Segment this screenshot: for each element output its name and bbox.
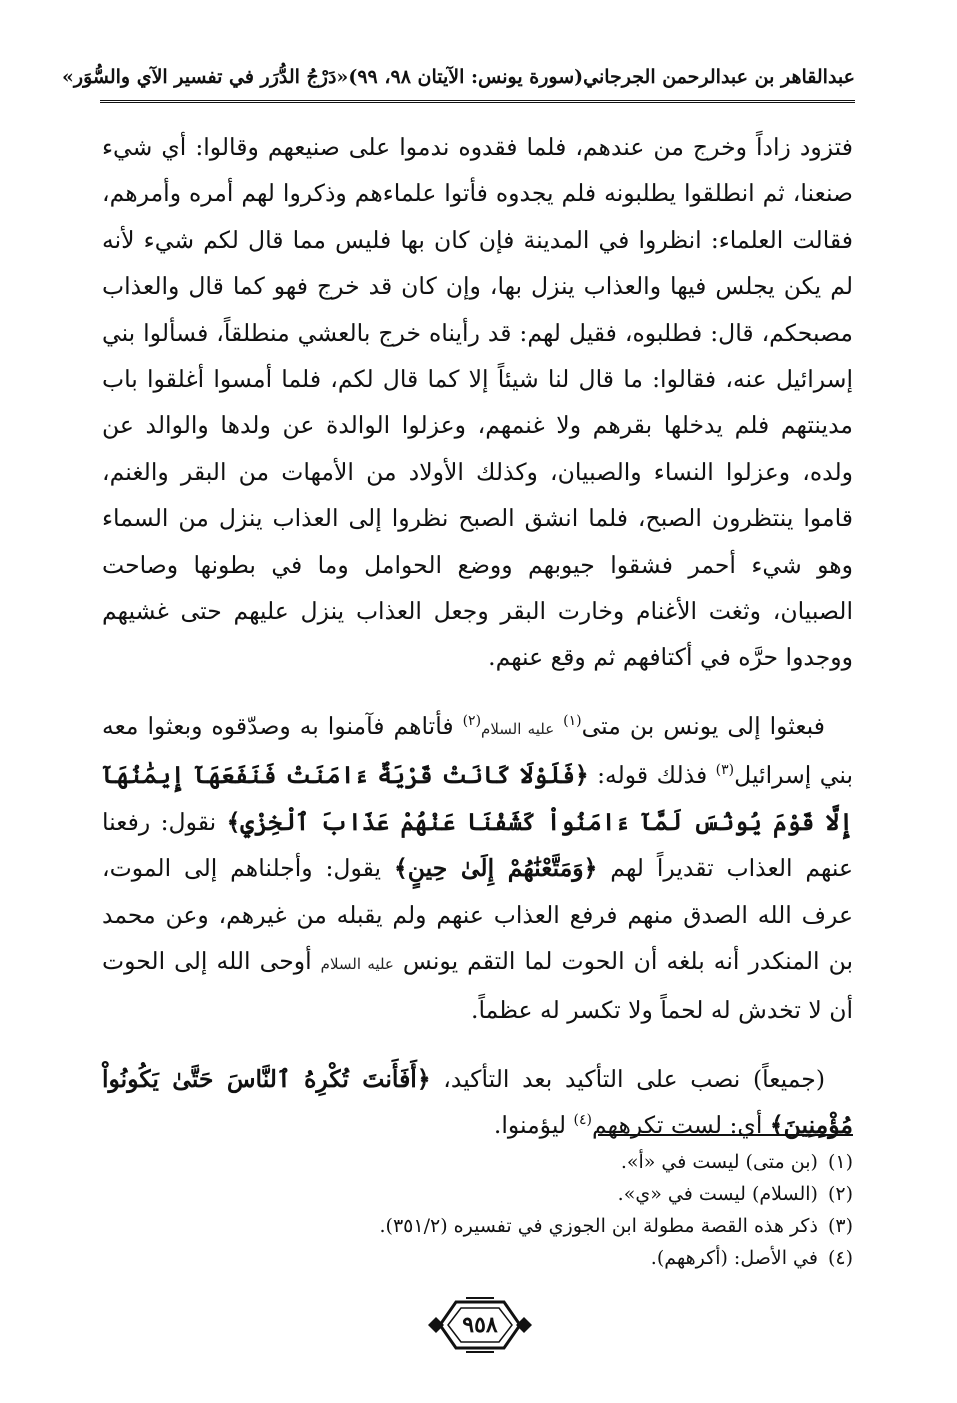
footnote-ref-4: (٤): [573, 1112, 593, 1129]
text-run: نقول: رفعنا عنهم العذاب تقديراً لهم: [102, 807, 853, 883]
page-number: ٩٥٨: [462, 1312, 498, 1338]
footnote-item: [380, 1146, 853, 1178]
honorific-glyph: عليه السلام: [320, 954, 394, 973]
page-number-ornament: [426, 1296, 534, 1354]
text-run: فبعثوا إلى يونس بن متى: [581, 711, 825, 740]
quran-verse: ﴿أَفَأَنتَ تُكْرِهُ ٱلنَّاسَ حَتَّىٰ يَكُونُواْ مُؤْمِنِينَ﴾: [102, 1064, 853, 1140]
footnote-number: (١): [827, 1151, 853, 1173]
text-run: أي: لست تكرههم: [592, 1111, 770, 1140]
footnote-item: [380, 1178, 853, 1210]
text-run: فذلك قوله:: [588, 761, 716, 790]
text-run: يقول: وأجلناهم إلى الموت، عرف الله الصدق منهم فرفع العذاب عنهم ولم يقبله من غيرهم، وعن محمد بن المنكدر أنه بلغه أن الحوت لما التقم يونس: [102, 854, 854, 975]
text-run: (جميعاً) نصب على التأكيد بعد التأكيد،: [430, 1064, 825, 1093]
header-book-title: «دَرْجُ الدُّرَر في تفسير الآي والسُّوَر»: [62, 66, 349, 88]
footnote-ref-1: (١): [563, 713, 582, 730]
paragraph-2: [102, 703, 853, 1034]
header-author: عبدالقاهر بن عبدالرحمن الجرجاني: [583, 66, 855, 88]
footnote-text: في الأصل: (أكرههم).: [650, 1247, 818, 1269]
footnote-item: [380, 1210, 853, 1242]
header-surah: (سورة يونس: الآيتان ٩٨، ٩٩): [348, 66, 584, 88]
paragraph-1: فتزود زاداً وخرج من عندهم، فلما فقدوه ندموا على صنيعهم وقالوا: أي شيء صنعنا، ثم انطلقوا يطلبونه فلم يجدوه فأتوا علماءهم وذكروا لهم أمره وأمرهم، فقالت العلماء: انظروا في المدينة فإن كان بها فليس مما قال لكم شيء لأنه لم يكن يجلس فيها والعذاب ينزل بها، وإن كان قد خرج فهو كما قال والعذاب مصبحكم، قال: فطلبوه، فقيل لهم: قد رأيناه خرج بالعشي منطلقاً، فسألوا بني إسرائيل عنه، فقالوا: ما قال لنا شيئاً إلا كما قال لكم، فلما أمسوا أغلقوا باب مدينتهم فلم يدخلها بقرهم ولا غنمهم، وعزلوا الوالدة عن ولدها والوالد عن ولده، وعزلوا النساء والصبيان، وكذلك الأولاد من الأمهات من البقر والغنم، قاموا ينتظرون الصبح، فلما انشق الصبح نظروا إلى العذاب ينزل من السماء وهو شيء أحمر فشقوا جيوبهم ووضع الحوامل وما في بطونها وصاحت الصبيان، وثغت الأغنام وخارت البقر وجعل العذاب ينزل عليهم حتى غشيهم ووجدوا حرَّه في أكتافهم ثم وقع عنهم.: [102, 133, 853, 672]
footnote-divider: [598, 1134, 853, 1136]
quran-verse: ﴿وَمَتَّعْنَٰهُمْ إِلَىٰ حِينٍ﴾: [393, 854, 598, 883]
footnotes: [380, 1146, 853, 1274]
honorific-glyph: عليه السلام: [481, 719, 555, 738]
footnote-number: (٢): [827, 1183, 853, 1205]
main-text: [102, 124, 853, 1149]
text-run: أوحى الله إلى الحوت أن لا تخدش له لحماً ولا تكسر له عظماً.: [102, 946, 853, 1025]
running-header: [62, 60, 855, 94]
footnote-text: (السلام) ليست في «ي».: [617, 1183, 818, 1205]
text-run: فأتاهم فآمنوا به وصدّقوه وبعثوا معه بني إسرائيل: [102, 711, 853, 790]
text-run: ليؤمنوا.: [493, 1111, 574, 1140]
footnote-number: (٤): [827, 1247, 853, 1269]
footnote-ref-3: (٣): [715, 762, 735, 779]
footnote-text: (بن متى) ليست في «أ».: [620, 1151, 818, 1173]
footnote-ref-2: (٢): [462, 713, 482, 730]
header-divider: [100, 100, 855, 103]
footnote-text: ذكر هذه القصة مطولة ابن الجوزي في تفسيره (٣٥١/٢).: [379, 1215, 818, 1237]
footnote-item: [380, 1242, 853, 1274]
footnote-number: (٣): [827, 1215, 853, 1237]
quran-verse: ﴿فَلَوْلَا كَانَتْ قَرْيَةٌ ءَامَنَتْ فَنَفَعَهَآ إِيمَٰنُهَآ إِلَّا قَوْمَ يُونُسَ لَمَّآ ءَامَنُواْ كَشَفْنَا عَنْهُمْ عَذَابَ ٱلْخِزْيِ﴾: [102, 761, 854, 836]
